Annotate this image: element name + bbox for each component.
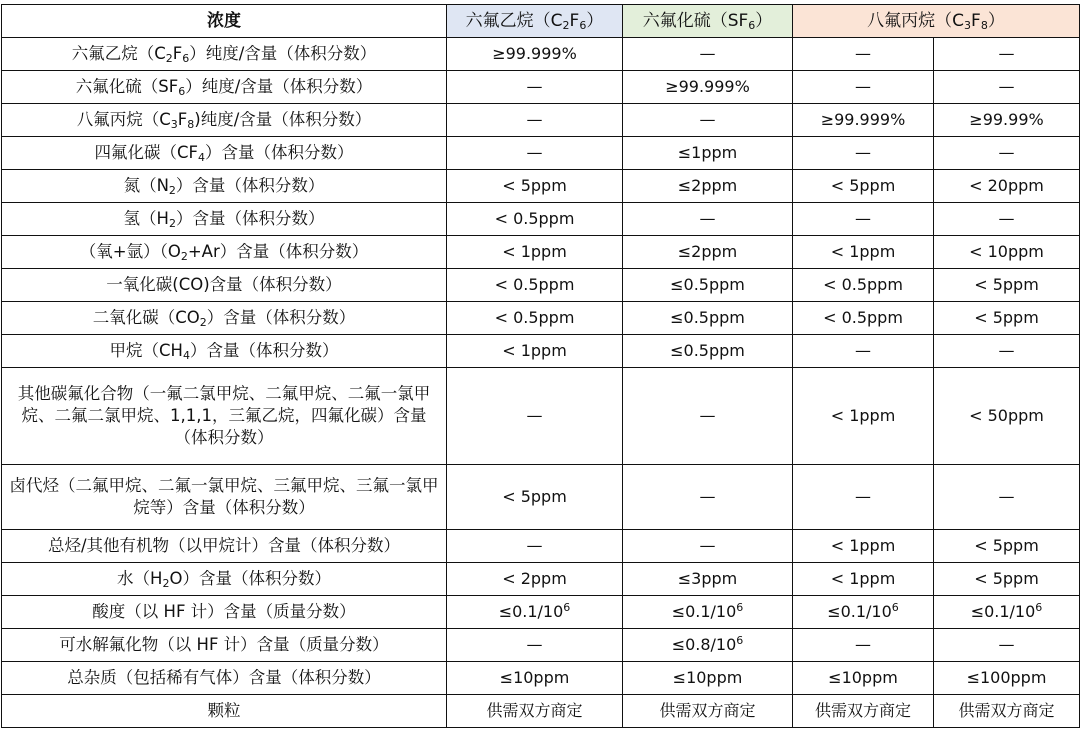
table-row xyxy=(2,596,1080,629)
cell-value: — xyxy=(623,38,793,71)
table-row xyxy=(2,662,1080,695)
cell-value: — xyxy=(934,137,1080,170)
cell-value: ≥99.999% xyxy=(793,104,934,137)
cell-value: 供需双方商定 xyxy=(793,695,934,728)
cell-value: ≤10ppm xyxy=(793,662,934,695)
cell-value: < 2ppm xyxy=(447,563,623,596)
cell-value: — xyxy=(447,104,623,137)
table-row xyxy=(2,302,1080,335)
cell-value: < 0.5ppm xyxy=(447,269,623,302)
cell-value: — xyxy=(934,203,1080,236)
table-row xyxy=(2,203,1080,236)
table-row xyxy=(2,335,1080,368)
cell-value: < 0.5ppm xyxy=(793,269,934,302)
cell-value: ≤0.5ppm xyxy=(623,302,793,335)
table-row xyxy=(2,695,1080,728)
cell-value: < 50ppm xyxy=(934,368,1080,465)
cell-value: — xyxy=(447,629,623,662)
cell-value: — xyxy=(623,530,793,563)
cell-value: < 1ppm xyxy=(793,236,934,269)
table-row xyxy=(2,236,1080,269)
cell-value: — xyxy=(934,629,1080,662)
cell-value: — xyxy=(623,368,793,465)
cell-value: — xyxy=(447,530,623,563)
row-label: 水$(H_2O)$含量（体积分数） xyxy=(2,563,447,596)
table-row xyxy=(2,530,1080,563)
cell-value: — xyxy=(623,465,793,530)
cell-value: < 5ppm xyxy=(934,269,1080,302)
cell-value: < 1ppm xyxy=(793,530,934,563)
row-label: 二氧化碳$(CO_2)$含量（体积分数） xyxy=(2,302,447,335)
cell-value: ≥99.99% xyxy=(934,104,1080,137)
row-label: 颗粒 xyxy=(2,695,447,728)
cell-value: ≤10ppm xyxy=(447,662,623,695)
cell-value: — xyxy=(934,335,1080,368)
row-label: 一氧化碳(CO)含量（体积分数） xyxy=(2,269,447,302)
row-label: 六氟乙烷$(C_2F_6)$纯度/含量（体积分数） xyxy=(2,38,447,71)
cell-value: ≥99.999% xyxy=(623,71,793,104)
cell-value: ≥99.999% xyxy=(447,38,623,71)
row-label: 总烃/其他有机物（以甲烷计）含量（体积分数） xyxy=(2,530,447,563)
cell-value: — xyxy=(623,104,793,137)
cell-value: — xyxy=(447,137,623,170)
cell-value: ≤2ppm xyxy=(623,236,793,269)
cell-value: — xyxy=(934,465,1080,530)
cell-value: — xyxy=(793,203,934,236)
cell-value: — xyxy=(793,137,934,170)
cell-value: $\le 0.1/10^6$ xyxy=(447,596,623,629)
cell-value: < 1ppm xyxy=(793,368,934,465)
cell-value: < 0.5ppm xyxy=(447,302,623,335)
table-row xyxy=(2,71,1080,104)
cell-value: — xyxy=(447,71,623,104)
cell-value: < 20ppm xyxy=(934,170,1080,203)
cell-value: — xyxy=(793,38,934,71)
row-label: 酸度（以 HF 计）含量（质量分数） xyxy=(2,596,447,629)
cell-value: < 1ppm xyxy=(447,236,623,269)
cell-value: < 5ppm xyxy=(934,530,1080,563)
table-row xyxy=(2,629,1080,662)
table-row xyxy=(2,104,1080,137)
row-label: 四氟化碳$(CF_4)$含量（体积分数） xyxy=(2,137,447,170)
row-label: 总杂质（包括稀有气体）含量（体积分数） xyxy=(2,662,447,695)
cell-value: — xyxy=(934,38,1080,71)
cell-value: ≤0.5ppm xyxy=(623,269,793,302)
table-row xyxy=(2,170,1080,203)
cell-value: ≤2ppm xyxy=(623,170,793,203)
row-label: 六氟化硫$(SF_6)$纯度/含量（体积分数） xyxy=(2,71,447,104)
row-label: 氢$(H_2)$含量（体积分数） xyxy=(2,203,447,236)
header-c2f6: 六氟乙烷$(C_2F_6)$ xyxy=(447,5,623,38)
cell-value: — xyxy=(447,368,623,465)
table-row xyxy=(2,368,1080,465)
row-label: 可水解氟化物（以 HF 计）含量（质量分数） xyxy=(2,629,447,662)
header-c3f8: 八氟丙烷$(C_3F_8)$ xyxy=(793,5,1080,38)
cell-value: < 0.5ppm xyxy=(447,203,623,236)
row-label: 氮$(N_2)$含量（体积分数） xyxy=(2,170,447,203)
cell-value: < 0.5ppm xyxy=(793,302,934,335)
table-row xyxy=(2,465,1080,530)
cell-value: < 5ppm xyxy=(934,302,1080,335)
cell-value: < 5ppm xyxy=(447,170,623,203)
cell-value: ≤10ppm xyxy=(623,662,793,695)
cell-value: $\le 0.1/10^6$ xyxy=(793,596,934,629)
cell-value: ≤1ppm xyxy=(623,137,793,170)
cell-value: < 1ppm xyxy=(447,335,623,368)
cell-value: 供需双方商定 xyxy=(447,695,623,728)
row-label: 八氟丙烷$(C_3F_8)$纯度/含量（体积分数） xyxy=(2,104,447,137)
table-row xyxy=(2,269,1080,302)
header-concentration: 浓度 xyxy=(2,5,447,38)
row-label: 甲烷$(CH_4)$含量（体积分数） xyxy=(2,335,447,368)
cell-value: $\le 0.8/10^6$ xyxy=(623,629,793,662)
cell-value: < 5ppm xyxy=(447,465,623,530)
spec-table xyxy=(1,4,1080,728)
cell-value: — xyxy=(793,335,934,368)
cell-value: — xyxy=(934,71,1080,104)
header-row xyxy=(2,5,1080,38)
cell-value: ≤3ppm xyxy=(623,563,793,596)
cell-value: ≤100ppm xyxy=(934,662,1080,695)
cell-value: < 5ppm xyxy=(793,170,934,203)
row-label: 其他碳氟化合物（一氟二氯甲烷、二氟甲烷、二氟一氯甲烷、二氟二氯甲烷、1,1,1，三氟乙烷，四氟化碳）含量（体积分数） xyxy=(2,368,447,465)
cell-value: $\le 0.1/10^6$ xyxy=(934,596,1080,629)
cell-value: $\le 0.1/10^6$ xyxy=(623,596,793,629)
table-row xyxy=(2,137,1080,170)
cell-value: ≤0.5ppm xyxy=(623,335,793,368)
table-row xyxy=(2,38,1080,71)
row-label: （氧+氩）$(O_2+Ar)$含量（体积分数） xyxy=(2,236,447,269)
row-label: 卤代烃（二氟甲烷、二氟一氯甲烷、三氟甲烷、三氟一氯甲烷等）含量（体积分数） xyxy=(2,465,447,530)
cell-value: — xyxy=(793,71,934,104)
cell-value: 供需双方商定 xyxy=(934,695,1080,728)
cell-value: < 5ppm xyxy=(934,563,1080,596)
cell-value: — xyxy=(623,203,793,236)
header-sf6: 六氟化硫$(SF_6)$ xyxy=(623,5,793,38)
cell-value: < 10ppm xyxy=(934,236,1080,269)
cell-value: — xyxy=(793,629,934,662)
cell-value: — xyxy=(793,465,934,530)
table-row xyxy=(2,563,1080,596)
cell-value: 供需双方商定 xyxy=(623,695,793,728)
cell-value: < 1ppm xyxy=(793,563,934,596)
